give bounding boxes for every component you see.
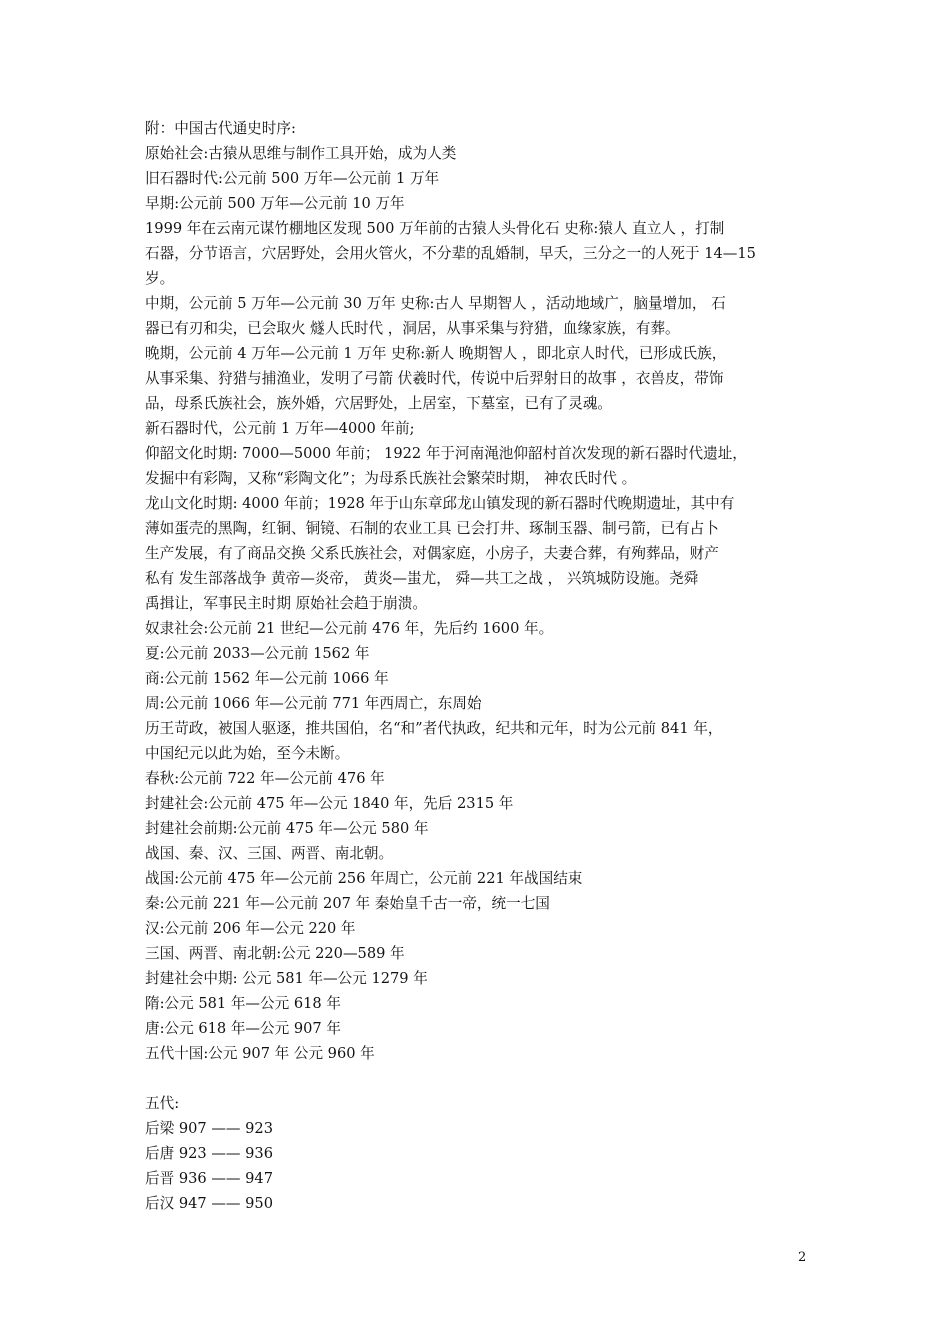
text-line: 封建社会中期: 公元 581 年—公元 1279 年 — [145, 970, 428, 987]
wudai-line: 后晋 936 —— 947 — [145, 1170, 274, 1187]
text-line: 战国:公元前 475 年—公元前 256 年周亡，公元前 221 年战国结束 — [145, 870, 583, 887]
text-line: 器已有刃和尖，已会取火 燧人氏时代 ，洞居，从事采集与狩猎，血缘家族，有葬。 — [145, 320, 680, 337]
text-line: 私有 发生部落战争 黄帝—炎帝， 黄炎—蚩尤， 舜—共工之战 ， 兴筑城防设施。尧舜 — [145, 570, 699, 587]
text-line: 附：中国古代通史时序: — [145, 120, 296, 137]
text-line: 汉:公元前 206 年—公元 220 年 — [145, 920, 356, 937]
text-line: 薄如蛋壳的黑陶，红铜、铜镜、石制的农业工具 已会打井、琢制玉器、制弓箭，已有占卜 — [145, 520, 719, 537]
text-line: 周:公元前 1066 年—公元前 771 年西周亡，东周始 — [145, 695, 482, 712]
text-line: 禹揖让，军事民主时期 原始社会趋于崩溃。 — [145, 595, 427, 612]
text-line: 封建社会前期:公元前 475 年—公元 580 年 — [145, 820, 429, 837]
text-line: 春秋:公元前 722 年—公元前 476 年 — [145, 770, 385, 787]
text-line: 五代十国:公元 907 年 公元 960 年 — [145, 1045, 375, 1062]
text-line: 1999 年在云南元谋竹棚地区发现 500 万年前的古猿人头骨化石 史称:猿人 直立人 ，打制 — [145, 220, 725, 237]
text-line: 唐:公元 618 年—公元 907 年 — [145, 1020, 341, 1037]
text-line: 早期:公元前 500 万年—公元前 10 万年 — [145, 195, 405, 212]
wudai-line: 后汉 947 —— 950 — [145, 1195, 274, 1212]
text-line: 封建社会:公元前 475 年—公元 1840 年，先后 2315 年 — [145, 795, 514, 812]
text-line: 新石器时代，公元前 1 万年—4000 年前; — [145, 420, 415, 437]
text-line: 晚期，公元前 4 万年—公元前 1 万年 史称:新人 晚期智人 ，即北京人时代，已形成氏族， — [145, 345, 727, 362]
text-line: 旧石器时代:公元前 500 万年—公元前 1 万年 — [145, 170, 440, 187]
wudai-line: 后唐 923 —— 936 — [145, 1145, 274, 1162]
text-line: 隋:公元 581 年—公元 618 年 — [145, 995, 341, 1012]
text-line: 生产发展，有了商品交换 父系氏族社会，对偶家庭，小房子，夫妻合葬，有殉葬品，财产 — [145, 545, 719, 562]
text-line: 战国、秦、汉、三国、两晋、南北朝。 — [145, 845, 394, 862]
text-line: 历王苛政，被国人驱逐，推共国伯，名“和”者代执政，纪共和元年，时为公元前 841 年， — [145, 720, 723, 737]
text-line: 三国、两晋、南北朝:公元 220—589 年 — [145, 945, 405, 962]
wudai-line: 后梁 907 —— 923 — [145, 1120, 274, 1137]
blank-line — [145, 1066, 813, 1091]
text-line: 从事采集、狩猎与捕渔业，发明了弓箭 伏羲时代，传说中后羿射日的故事 ，衣兽皮，带饰 — [145, 370, 724, 387]
text-line: 中国纪元以此为始，至今未断。 — [145, 745, 350, 762]
document-body — [145, 116, 813, 1216]
wudai-heading: 五代: — [145, 1095, 180, 1112]
text-line: 夏:公元前 2033—公元前 1562 年 — [145, 645, 370, 662]
text-line: 品，母系氏族社会，族外婚，穴居野处，上居室，下墓室，已有了灵魂。 — [145, 395, 613, 412]
text-line: 石器，分节语言，穴居野处，会用火管火，不分辈的乱婚制，早夭，三分之一的人死于 14—15 — [145, 245, 756, 262]
text-line: 仰韶文化时期: 7000—5000 年前； 1922 年于河南渑池仰韶村首次发现的新石器时代遗址， — [145, 445, 747, 462]
text-line: 龙山文化时期: 4000 年前；1928 年于山东章邱龙山镇发现的新石器时代晚期遗址，其中有 — [145, 495, 735, 512]
page-number: 2 — [798, 1250, 807, 1265]
text-line: 岁。 — [145, 270, 175, 287]
text-line: 商:公元前 1562 年—公元前 1066 年 — [145, 670, 389, 687]
text-line: 原始社会:古猿从思维与制作工具开始，成为人类 — [145, 145, 457, 162]
text-line: 秦:公元前 221 年—公元前 207 年 秦始皇千古一帝，统一七国 — [145, 895, 550, 912]
text-line: 奴隶社会:公元前 21 世纪—公元前 476 年，先后约 1600 年。 — [145, 620, 554, 637]
text-line: 中期，公元前 5 万年—公元前 30 万年 史称:古人 早期智人 ，活动地域广，脑量增加， 石 — [145, 295, 726, 312]
text-line: 发掘中有彩陶，又称“彩陶文化”；为母系氏族社会繁荣时期， 神农氏时代 。 — [145, 470, 637, 487]
